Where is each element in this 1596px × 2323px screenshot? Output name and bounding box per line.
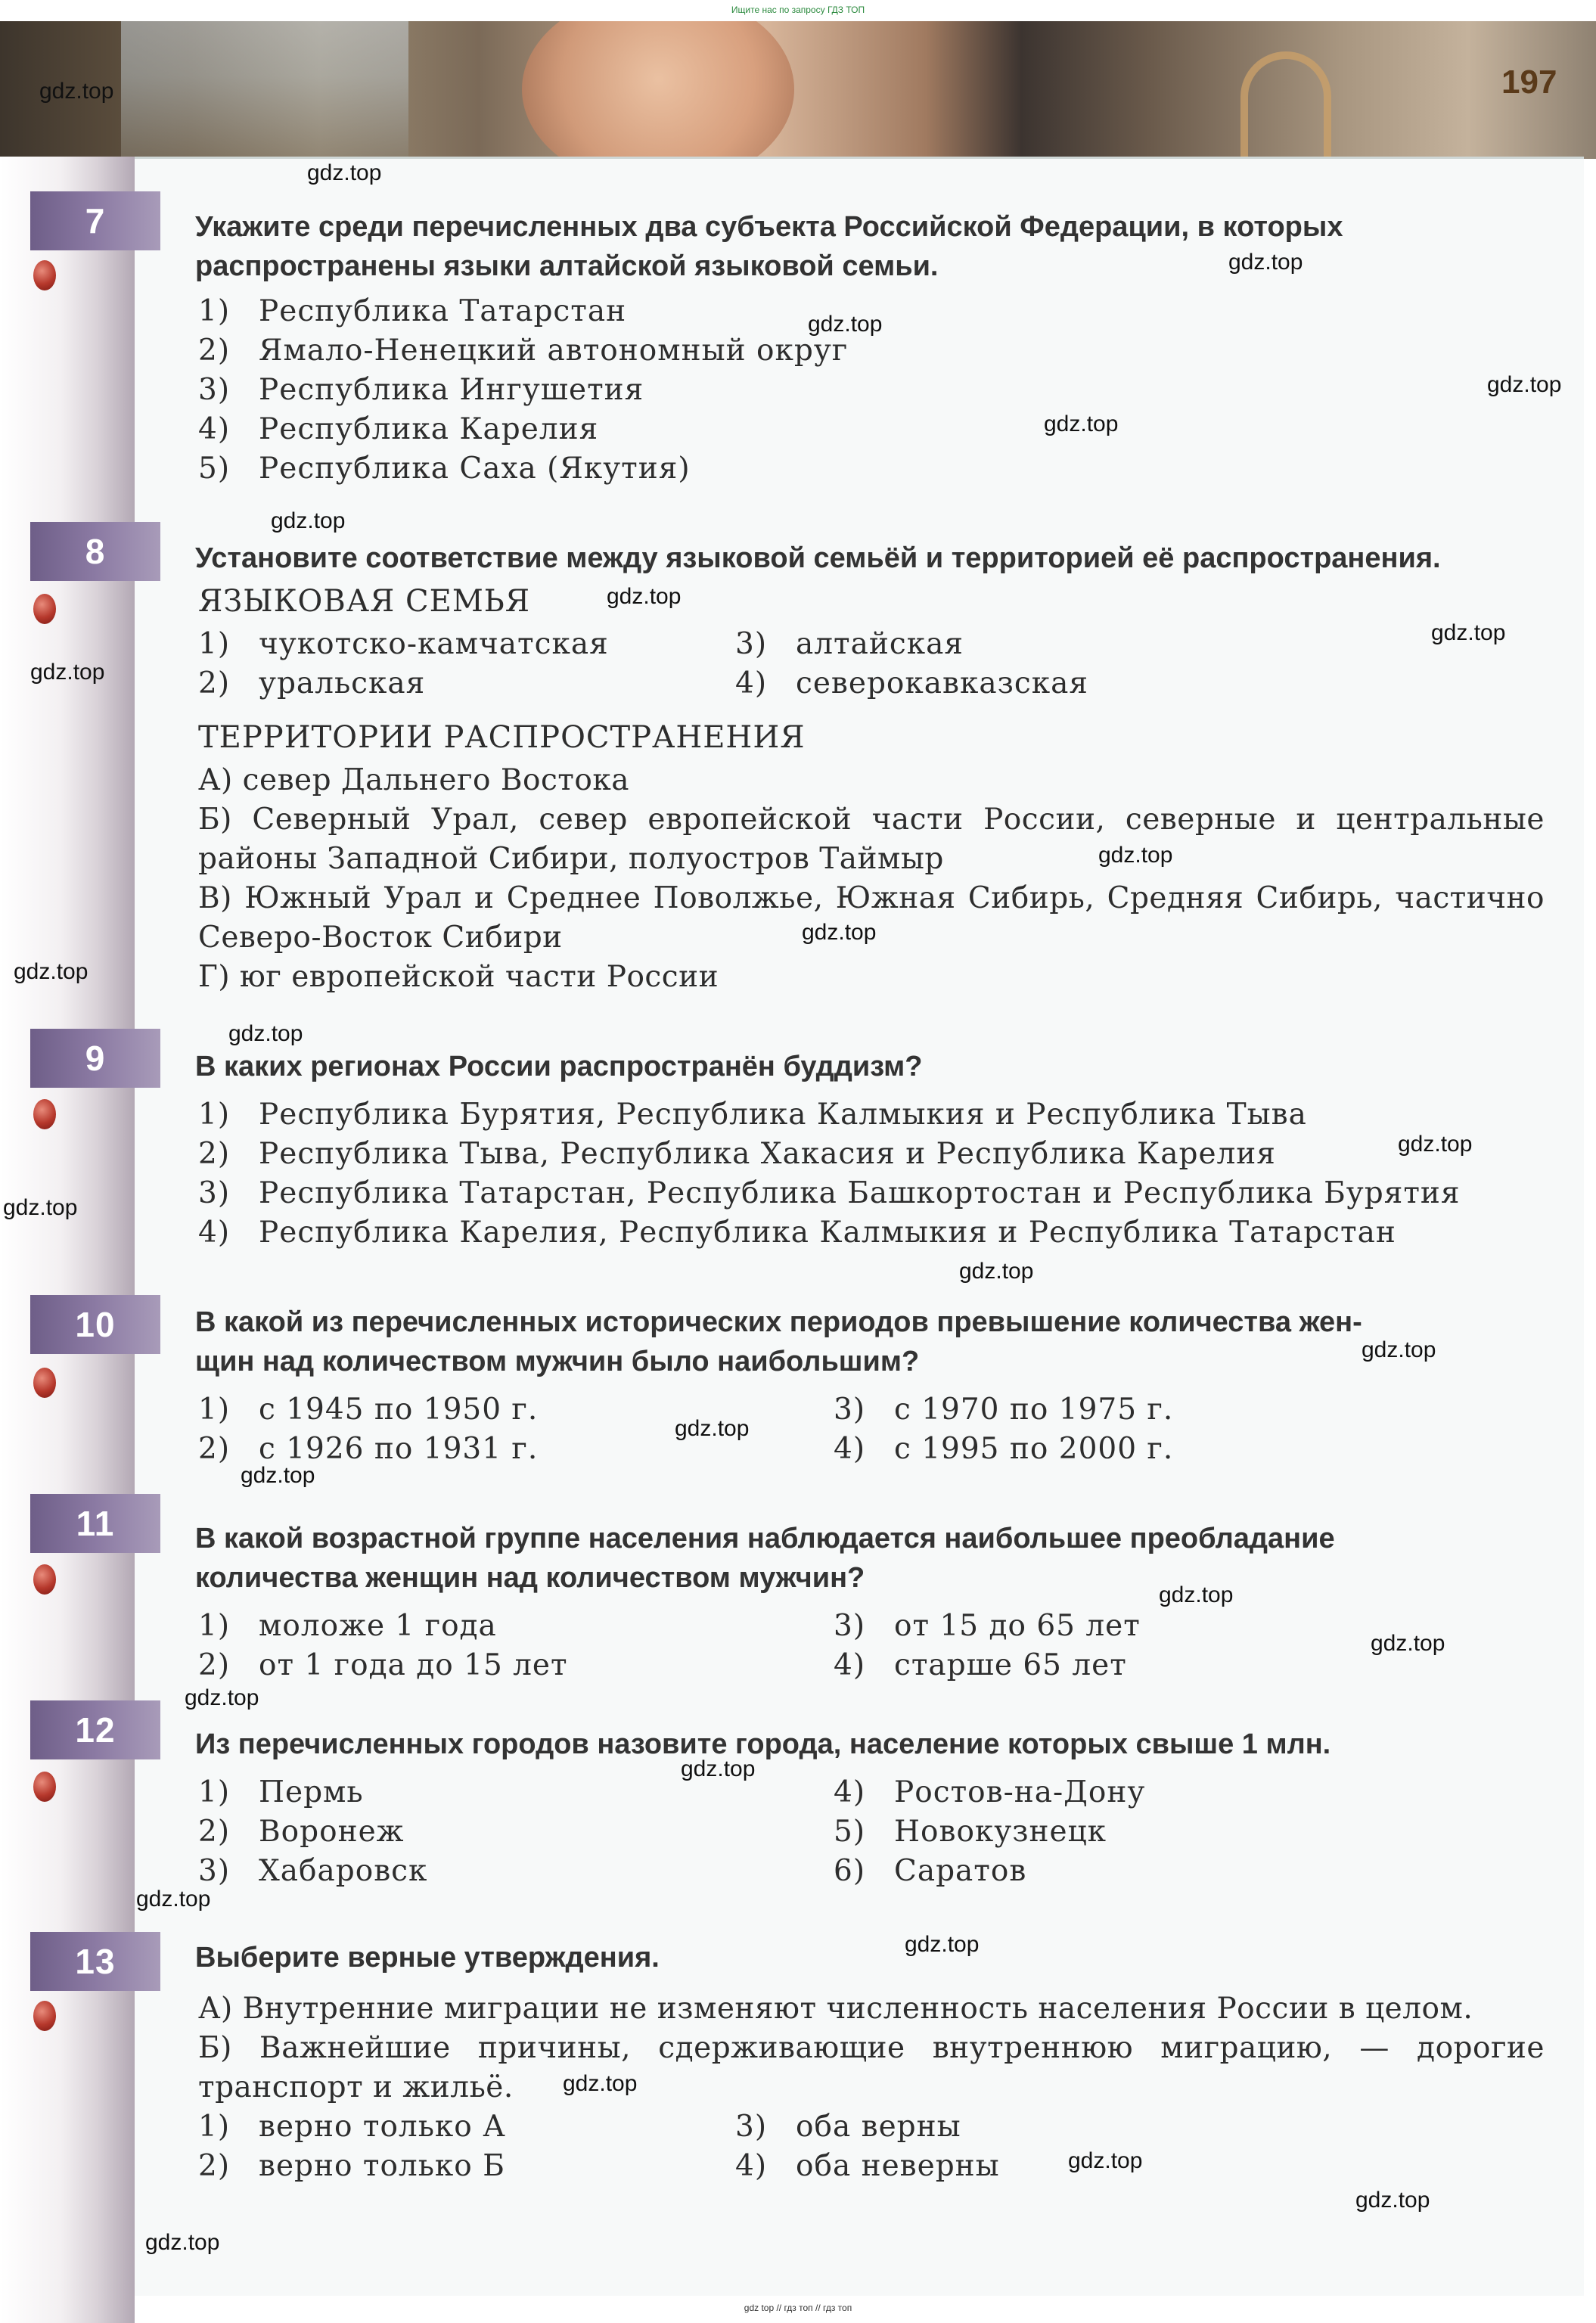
territory-item: А) север Дальнего Востока — [198, 763, 629, 797]
watermark-text: gdz.top — [675, 1416, 750, 1441]
red-marker-icon — [33, 594, 56, 624]
answer-option: 1) Пермь — [198, 1775, 364, 1809]
red-marker-icon — [33, 1564, 56, 1595]
answer-option: 4) старше 65 лет — [834, 1648, 1127, 1682]
family-option: 1) чукотско-камчатская — [198, 627, 609, 661]
watermark-text: gdz.top — [959, 1259, 1034, 1284]
question-number-badge: 12 — [30, 1700, 160, 1759]
question-10-text-line2: щин над количеством мужчин было наибольшим? — [195, 1346, 920, 1377]
answer-option: 4) Республика Карелия — [198, 412, 599, 446]
answer-option: 3) Хабаровск — [198, 1854, 428, 1888]
question-7-text-line1: Укажите среди перечисленных два субъекта Российской Федерации, в которых — [195, 211, 1343, 243]
watermark-text: gdz.top — [563, 2071, 638, 2096]
statement-a: А) Внутренние миграции не изменяют численность населения России в целом. — [198, 1992, 1473, 2026]
watermark-text: gdz.top — [1431, 620, 1506, 645]
territories-heading: ТЕРРИТОРИИ РАСПРОСТРАНЕНИЯ — [198, 720, 806, 755]
family-option: 4) северокавказская — [735, 666, 1088, 700]
red-marker-icon — [33, 260, 56, 290]
question-11-text-line2: количества женщин над количеством мужчин? — [195, 1562, 865, 1594]
answer-option: 2) Воронеж — [198, 1815, 405, 1849]
red-marker-icon — [33, 1099, 56, 1129]
watermark-text: gdz.top — [145, 2230, 220, 2255]
watermark-text: gdz.top — [30, 660, 105, 685]
watermark-text: gdz.top — [307, 160, 382, 185]
watermark-text: gdz.top — [1371, 1631, 1445, 1656]
left-margin-strip — [0, 157, 135, 2323]
question-9-text: В каких регионах России распространён буддизм? — [195, 1051, 923, 1082]
red-marker-icon — [33, 1368, 56, 1398]
watermark-text: gdz.top — [14, 959, 88, 984]
family-option: 2) уральская — [198, 666, 426, 700]
header-sky-image — [121, 21, 408, 159]
red-marker-icon — [33, 2001, 56, 2031]
watermark-text: gdz.top — [1398, 1132, 1473, 1157]
answer-option: 3) Республика Ингушетия — [198, 373, 644, 407]
question-number-badge: 11 — [30, 1494, 160, 1553]
watermark-text: gdz.top — [185, 1685, 259, 1710]
watermark-text: gdz.top — [136, 1887, 211, 1912]
question-10-text-line1: В какой из перечисленных исторических периодов превышение количества жен- — [195, 1306, 1362, 1338]
question-number-badge: 10 — [30, 1295, 160, 1354]
header-child-image — [522, 21, 794, 159]
question-11-text-line1: В какой возрастной группе населения наблюдается наибольшее преобладание — [195, 1523, 1335, 1554]
answer-option: 4) Республика Карелия, Республика Калмыкия и Республика Татарстан — [198, 1216, 1396, 1250]
answer-option: 3) с 1970 по 1975 г. — [834, 1393, 1174, 1427]
answer-option: 4) Ростов-на-Дону — [834, 1775, 1146, 1809]
answer-option: 3) оба верны — [735, 2110, 961, 2144]
answer-option: 3) Республика Татарстан, Республика Башкортостан и Республика Бурятия — [198, 1176, 1461, 1210]
answer-option: 4) оба неверны — [735, 2149, 1000, 2183]
answer-option: 2) с 1926 по 1931 г. — [198, 1432, 539, 1466]
watermark-text: gdz.top — [39, 79, 114, 104]
answer-option: 1) с 1945 по 1950 г. — [198, 1393, 539, 1427]
watermark-text: gdz.top — [681, 1756, 756, 1781]
top-note: Ищите нас по запросу ГДЗ ТОП — [731, 5, 865, 15]
answer-option: 3) от 15 до 65 лет — [834, 1609, 1141, 1643]
watermark-text: gdz.top — [607, 584, 682, 609]
territory-item: В) Южный Урал и Среднее Поволжье, Южная Сибирь, Средняя Сибирь, частично Северо-Восток Сибири — [198, 881, 1545, 955]
answer-option: 2) Ямало-Ненецкий автономный округ — [198, 334, 849, 368]
answer-option: 1) моложе 1 года — [198, 1609, 497, 1643]
answer-option: 5) Республика Саха (Якутия) — [198, 452, 691, 486]
page-number: 197 — [1501, 64, 1557, 101]
answer-option: 1) Республика Бурятия, Республика Калмыкия и Республика Тыва — [198, 1098, 1307, 1132]
header-arch-image — [1240, 51, 1331, 157]
territory-item: Г) юг европейской части России — [198, 960, 719, 994]
watermark-text: gdz.top — [905, 1932, 980, 1957]
answer-option: 6) Саратов — [834, 1854, 1027, 1888]
question-12-text: Из перечисленных городов назовите города, население которых свыше 1 млн. — [195, 1728, 1331, 1760]
question-number-badge: 8 — [30, 522, 160, 581]
watermark-text: gdz.top — [241, 1463, 315, 1488]
answer-option: 1) Республика Татарстан — [198, 294, 627, 328]
watermark-text: gdz.top — [1068, 2148, 1143, 2173]
family-option: 3) алтайская — [735, 627, 964, 661]
question-number-badge: 13 — [30, 1932, 160, 1991]
red-marker-icon — [33, 1772, 56, 1802]
watermark-text: gdz.top — [1355, 2188, 1430, 2213]
watermark-text: gdz.top — [1159, 1582, 1234, 1607]
territory-item: Б) Северный Урал, север европейской части России, северные и центральные районы Западной Сибири, полуостров Таймыр — [198, 803, 1545, 876]
watermark-text: gdz.top — [808, 312, 883, 337]
watermark-text: gdz.top — [1487, 372, 1562, 397]
answer-option: 1) верно только А — [198, 2110, 506, 2144]
watermark-text: gdz.top — [271, 508, 346, 533]
question-number-badge: 7 — [30, 191, 160, 250]
question-8-text: Установите соответствие между языковой семьёй и территорией её распространения. — [195, 542, 1441, 574]
answer-option: 2) от 1 года до 15 лет — [198, 1648, 568, 1682]
watermark-text: gdz.top — [1098, 843, 1173, 868]
header-photo — [0, 21, 1596, 159]
watermark-text: gdz.top — [1228, 250, 1303, 275]
families-heading: ЯЗЫКОВАЯ СЕМЬЯ — [198, 584, 531, 619]
answer-option: 5) Новокузнецк — [834, 1815, 1107, 1849]
watermark-text: gdz.top — [802, 920, 877, 945]
question-13-text: Выберите верные утверждения. — [195, 1942, 660, 1974]
statement-b: Б) Важнейшие причины, сдерживающие внутреннюю миграцию, — дорогие транспорт и жильё. — [198, 2031, 1545, 2104]
answer-option: 2) Республика Тыва, Республика Хакасия и Республика Карелия — [198, 1137, 1276, 1171]
question-7-text-line2: распространены языки алтайской языковой семьи. — [195, 250, 939, 282]
watermark-text: gdz.top — [228, 1021, 303, 1046]
question-number-badge: 9 — [30, 1029, 160, 1088]
bottom-note: gdz top // гдз топ // гдз топ — [744, 2303, 852, 2313]
answer-option: 2) верно только Б — [198, 2149, 505, 2183]
watermark-text: gdz.top — [3, 1195, 78, 1220]
watermark-text: gdz.top — [1044, 411, 1119, 436]
answer-option: 4) с 1995 по 2000 г. — [834, 1432, 1174, 1466]
watermark-text: gdz.top — [1362, 1337, 1436, 1362]
